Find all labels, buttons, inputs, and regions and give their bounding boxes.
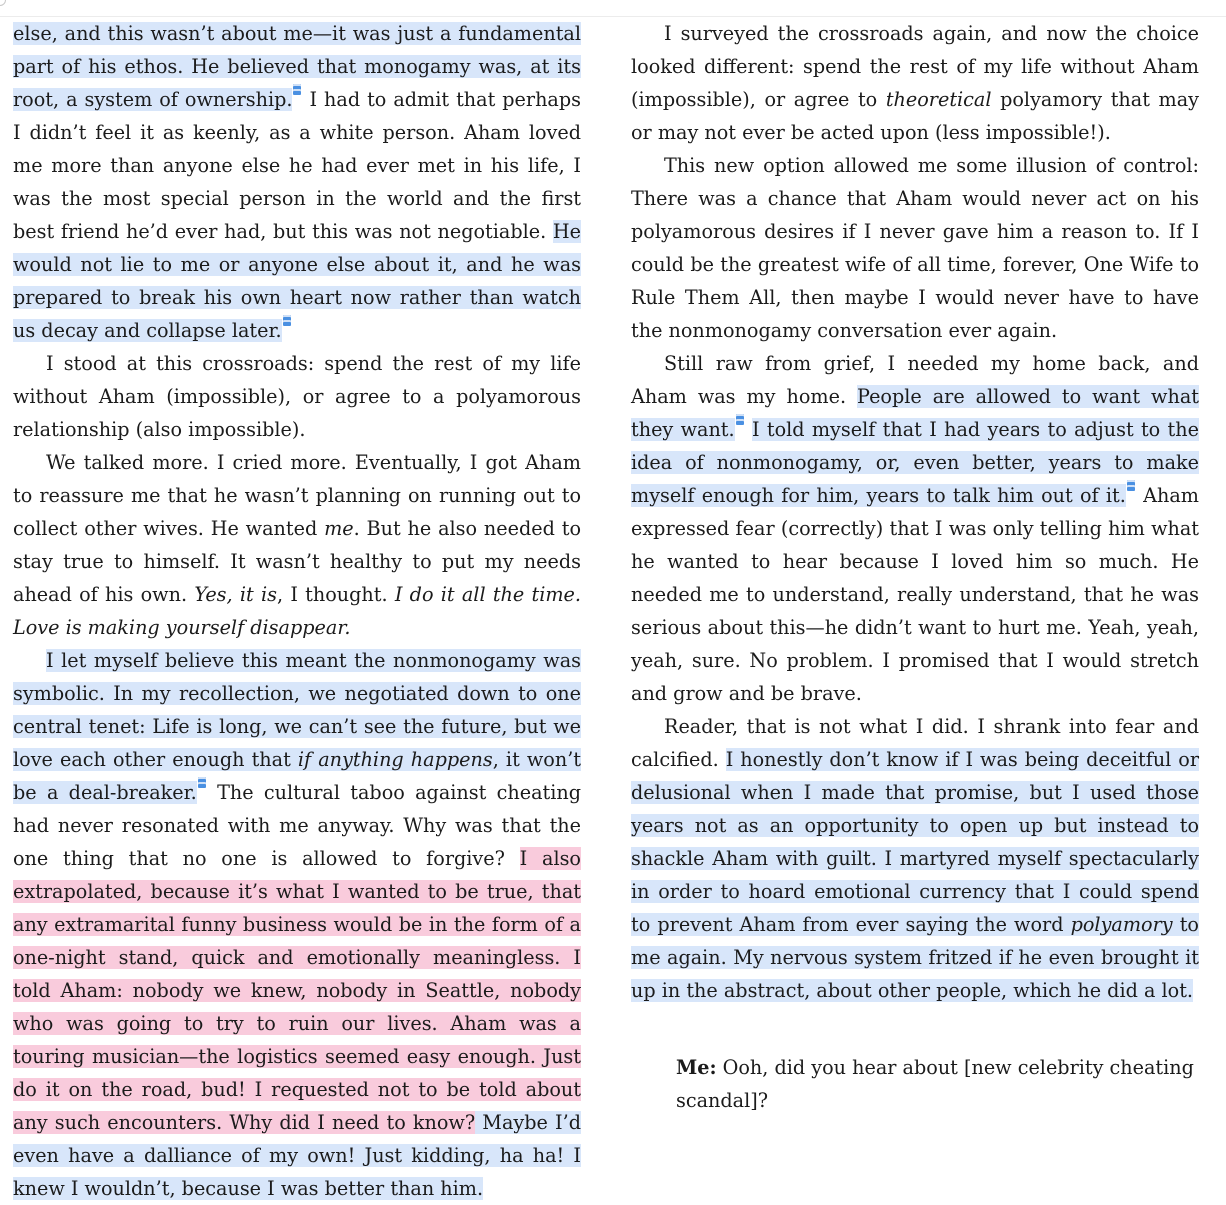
right-column: [631, 17, 1199, 1117]
body-text: I surveyed the crossroads again, and now the choice looked different: spend the rest of my life without Aham (impossible), or agree to: [631, 22, 1199, 111]
note-icon[interactable]: [736, 414, 744, 425]
left-paragraph-4: [13, 644, 581, 1205]
italic-text: I do it all the time. Love is making yourself disappear.: [13, 583, 582, 639]
left-column: [13, 17, 581, 1205]
speaker-label: Me:: [676, 1056, 717, 1079]
italic-text: theoretical: [885, 88, 992, 111]
note-icon[interactable]: [1127, 480, 1135, 491]
highlight-text: to me again. My nervous system fritzed if he even brought it up in the abstract, about other people, which he did a lot.: [631, 913, 1199, 1002]
right-paragraph-3: [631, 347, 1199, 710]
right-paragraph-4: [631, 710, 1199, 1007]
body-text: I had to admit that perhaps I didn’t feel it as keenly, as a white person. Aham loved me more than anyone else he had ever met in his life, I was the most special person in the world and the first best friend he’d ever had, but this was not negotiable.: [13, 88, 581, 243]
body-text: Aham expressed fear (correctly) that I was only telling him what he wanted to hear because I loved him so much. He needed me to understand, really understand, that he was serious about this—he didn’t want to hurt me. Yeah, yeah, yeah, sure. No problem. I promised that I would stretch and grow and be brave.: [631, 484, 1199, 705]
italic-text: Yes, it is: [194, 583, 277, 606]
italic-text: if anything happens: [297, 748, 493, 771]
left-paragraph-1: [13, 17, 581, 347]
body-text: polyamory that may or may not ever be acted upon (less impossible!).: [631, 88, 1199, 144]
body-text: We talked more. I cried more. Eventually, I got Aham to reassure me that he wasn’t planning on running out to collect other wives. He wanted: [13, 451, 581, 540]
italic-text: me: [324, 517, 354, 540]
body-text: , I thought.: [276, 583, 395, 606]
highlight-text: , it won’t be a deal-breaker.: [13, 748, 582, 804]
dialogue-text: Ooh, did you hear about [new celebrity cheating scandal]?: [676, 1056, 1194, 1112]
highlight-blue[interactable]: Maybe I’d even have a dalliance of my own! Just kidding, ha ha! I knew I wouldn’t, because I was better than him.: [13, 1111, 581, 1200]
left-paragraph-2: I stood at this crossroads: spend the rest of my life without Aham (impossible), or agree to a polyamorous relationship (also impossible).: [13, 352, 581, 441]
left-paragraph-3: [13, 446, 581, 644]
highlight-blue[interactable]: [631, 748, 1199, 1002]
body-text: . But he also needed to stay true to himself. It wasn’t healthy to put my needs ahead of his own.: [13, 517, 581, 606]
note-icon[interactable]: [198, 777, 206, 788]
dialogue-line: [631, 1051, 1199, 1117]
note-icon[interactable]: [283, 315, 291, 326]
body-text: The cultural taboo against cheating had never resonated with me anyway. Why was that the one thing that no one is allowed to forgive?: [13, 781, 581, 870]
corner-indicator: [0, 0, 6, 6]
right-paragraph-2: This new option allowed me some illusion of control: There was a chance that Aham would never act on his polyamorous desires if I never gave him a reason to. If I could be the greatest wife of all time, forever, One Wife to Rule Them All, then maybe I would never have to have the nonmonogamy conversation ever again.: [631, 154, 1199, 342]
note-icon[interactable]: [293, 84, 301, 95]
right-paragraph-1: [631, 17, 1199, 149]
italic-text: polyamory: [1070, 913, 1173, 936]
highlight-text: I honestly don’t know if I was being deceitful or delusional when I made that promise, but I used those years not as an opportunity to open up but instead to shackle Aham with guilt. I martyred myself spectacularly in order to hoard emotional currency that I could spend to prevent Aham from ever saying the word: [631, 748, 1200, 936]
highlight-blue[interactable]: He would not lie to me or anyone else about it, and he was prepared to break his own heart now rather than watch us decay and collapse later.: [13, 220, 581, 342]
highlight-text: I let myself believe this meant the nonmonogamy was symbolic. In my recollection, we negotiated down to one central tenet: Life is long, we can’t see the future, but we love each other enough that: [13, 649, 581, 771]
highlight-pink[interactable]: I also extrapolated, because it’s what I wanted to be true, that any extramarital funny business would be in the form of a one-night stand, quick and emotionally meaningless. I told Aham: nobody we knew, nobody in Seattle, nobody who was going to try to ruin our lives. Aham was a touring musician—the logistics seemed easy enough. Just do it on the road, bud! I requested not to be told about any such encounters. Why did I need to know?: [13, 847, 581, 1134]
highlight-blue[interactable]: I told myself that I had years to adjust to the idea of nonmonogamy, or, even better, years to make myself enough for him, years to talk him out of it.: [631, 418, 1199, 507]
body-text: Reader, that is not what I did. I shrank into fear and calcified.: [631, 715, 1199, 771]
highlight-blue[interactable]: People are allowed to want what they want.: [631, 385, 1199, 441]
highlight-blue[interactable]: else, and this wasn’t about me—it was just a fundamental part of his ethos. He believed that monogamy was, at its root, a system of ownership.: [13, 22, 581, 111]
body-text: Still raw from grief, I needed my home back, and Aham was my home.: [631, 352, 1199, 408]
